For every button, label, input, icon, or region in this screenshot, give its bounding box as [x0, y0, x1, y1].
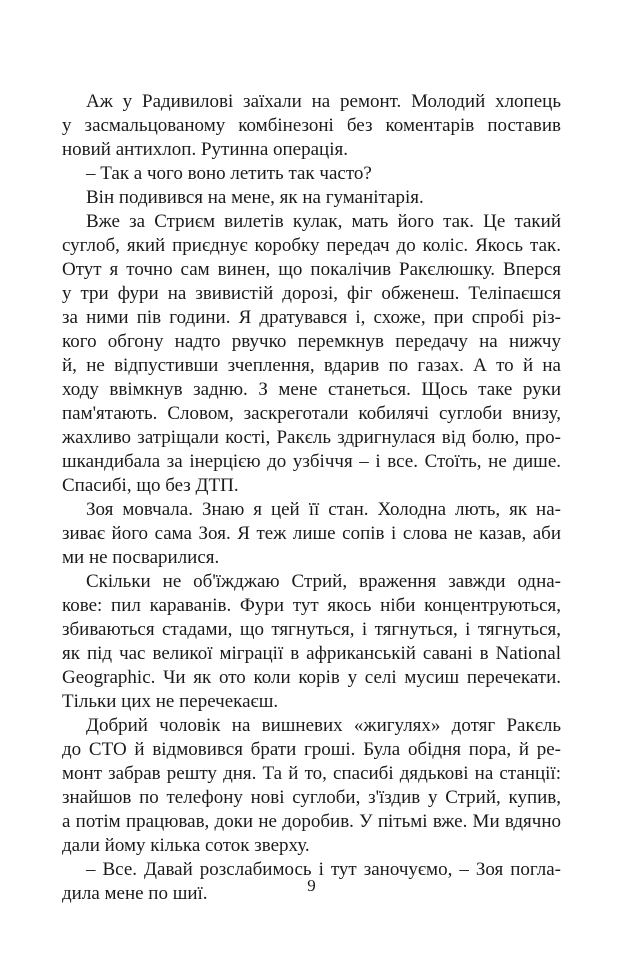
paragraph	[62, 162, 561, 186]
text-line: суглоб, який приєднує коробку передач до коліс. Якось так.	[62, 235, 561, 256]
text-line: Скільки не об'їжджаю Стрий, враження завжди одна-	[86, 571, 561, 592]
text-line: кого обгону надто рвучко перемкнув передачу на нижчу	[62, 331, 561, 352]
page-number: 9	[307, 876, 316, 895]
paragraph	[62, 186, 561, 210]
text-line: – Так а чого воно летить так часто?	[86, 163, 372, 184]
text-line: Спасибі, що без ДТП.	[62, 475, 239, 496]
text-line: у три фури на звивистій дорозі, фіг обженеш. Теліпаєшся	[62, 283, 561, 304]
text-line: збиваються стадами, що тягнуться, і тягнуться, і тягнуться,	[62, 619, 561, 640]
text-line: монт забрав решту дня. Та й то, спасибі дядькові на станції:	[62, 763, 561, 784]
text-line: ми не посварилися.	[62, 547, 220, 568]
paragraph	[62, 90, 561, 162]
text-line: пам'ятають. Словом, заскреготали кобилячі суглоби внизу,	[62, 403, 561, 424]
text-line: за ними пів години. Я дратувався і, схоже, при спробі різ-	[62, 307, 561, 328]
text-line: Тільки цих не перечекаєш.	[62, 691, 279, 712]
text-line: новий антихлоп. Рутинна операція.	[62, 139, 348, 160]
page-text	[62, 90, 561, 906]
text-line: Вже за Стриєм вилетів кулак, мать його так. Це такий	[86, 211, 561, 232]
text-line: Geographic. Чи як ото коли корів у селі мусиш перечекати.	[62, 667, 561, 688]
text-line: ходу ввімкнув задню. З мене станеться. Щось таке руки	[62, 379, 561, 400]
text-line: шкандибала за інерцією до узбіччя – і все. Стоїть, не дише.	[62, 451, 561, 472]
paragraph	[62, 570, 561, 714]
text-line: а потім працював, доки не доробив. У пітьмі вже. Ми вдячно	[62, 811, 561, 832]
text-line: знайшов по телефону нові суглоби, з'їздив у Стрий, купив,	[62, 787, 561, 808]
text-line: жахливо затріщали кості, Ракєль здригнулася від болю, про-	[62, 427, 561, 448]
text-line: кове: пил караванів. Фури тут якось ніби концентруються,	[62, 595, 561, 616]
text-line: й, не відпустивши зчеплення, вдарив по газах. А то й на	[62, 355, 561, 376]
paragraph	[62, 210, 561, 498]
paragraph	[62, 714, 561, 858]
text-line: Добрий чоловік на вишневих «жигулях» дотяг Ракєль	[86, 715, 561, 736]
text-line: Він подивився на мене, як на гуманітарія.	[86, 187, 424, 208]
text-line: зиває його сама Зоя. Я теж лише сопів і слова не казав, аби	[62, 523, 561, 544]
text-line: Зоя мовчала. Знаю я цей її стан. Холодна лють, як на-	[86, 499, 561, 520]
text-line: Отут я точно сам винен, що покалічив Ракєлюшку. Вперся	[62, 259, 561, 280]
paragraph	[62, 498, 561, 570]
text-line: дали йому кілька соток зверху.	[62, 835, 310, 856]
text-line: як під час великої міграції в африканській савані в National	[62, 643, 561, 664]
text-line: Аж у Радивилові заїхали на ремонт. Молодий хлопець	[86, 91, 561, 112]
text-line: до СТО й відмовився брати гроші. Була обідня пора, й ре-	[62, 739, 561, 760]
text-line: дила мене по шиї.	[62, 883, 208, 904]
text-line: у засмальцованому комбінезоні без коментарів поставив	[62, 115, 561, 136]
text-line: – Все. Давай розслабимось і тут заночуємо, – Зоя погла-	[86, 859, 561, 880]
